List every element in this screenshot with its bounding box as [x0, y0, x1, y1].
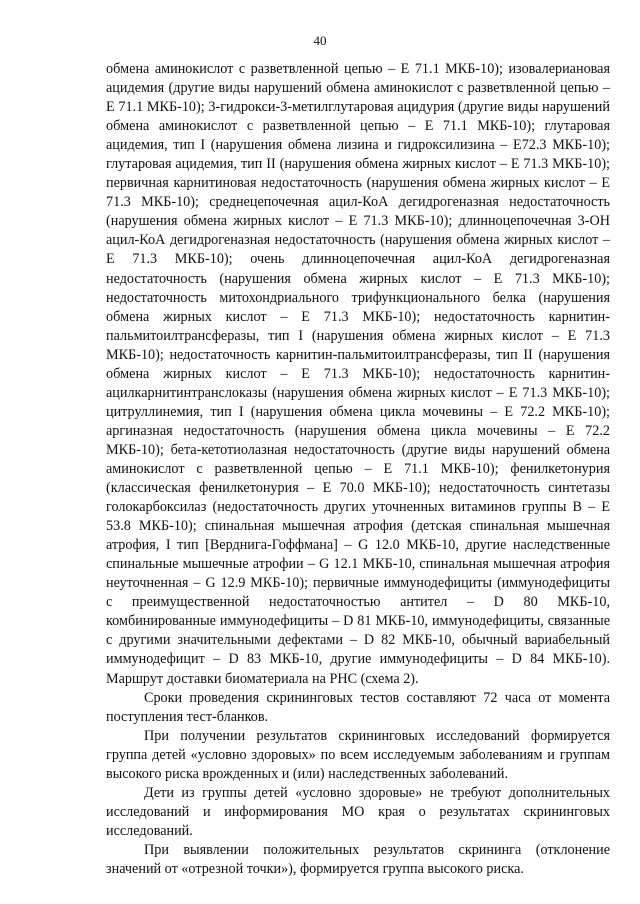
page-body — [106, 60, 610, 879]
paragraph-result-groups: При получении результатов скрининговых исследований формируется группа детей «условно здоровых» по всем исследуемым заболеваниям и группам высокого риска врожденных и (или) наследственных заболеваний. — [106, 727, 610, 782]
page-number: 40 — [313, 33, 327, 48]
paragraph-healthy-group: Дети из группы детей «условно здоровые» не требуют дополнительных исследований и информирования МО края о результатах скрининговых исследований. — [106, 784, 610, 839]
paragraph-high-risk-group: При выявлении положительных результатов скрининга (отклонение значений от «отрезной точки»), формируется группа высокого риска. — [106, 841, 610, 877]
paragraph-screening-timing: Сроки проведения скрининговых тестов составляют 72 часа от момента поступления тест-бланков. — [106, 689, 610, 725]
paragraph-disease-list: обмена аминокислот с разветвленной цепью – Е 71.1 МКБ-10); изовалериановая ацидемия (другие виды нарушений обмена аминокислот с разветвленной цепью – Е 71.1 МКБ-10); 3-гидрокси-3-метилглутаровая ацидурия (другие виды нарушений обмена аминокислот с разветвленной цепью – Е 71.1 МКБ-10); глутаровая ацидемия, тип I (нарушения обмена лизина и гидроксилизина – Е72.3 МКБ-10); глутаровая ацидемия, тип II (нарушения обмена жирных кислот – Е 71.3 МКБ-10); первичная карнитиновая недостаточность (нарушения обмена жирных кислот – Е 71.3 МКБ-10); среднецепочечная ацил-КоА дегидрогеназная недостаточность (нарушения обмена жирных кислот – Е 71.3 МКБ-10); длинноцепочечная 3-ОН ацил-КоА дегидрогеназная недостаточность (нарушения обмена жирных кислот – Е 71.3 МКБ-10); очень длинноцепочечная ацил-КоА дегидрогеназная недостаточность (нарушения обмена жирных кислот – Е 71.3 МКБ-10); недостаточность митохондриального трифункционального белка (нарушения обмена жирных кислот – Е 71.3 МКБ-10); недостаточность карнитин-пальмитоилтрансферазы, тип I (нарушения обмена жирных кислот – Е 71.3 МКБ-10); недостаточность карнитин-пальмитоилтрансферазы, тип II (нарушения обмена жирных кислот – Е 71.3 МКБ-10); недостаточность карнитин-ацилкарнитинтранслоказы (нарушения обмена жирных кислот – Е 71.3 МКБ-10); цитруллинемия, тип I (нарушения обмена цикла мочевины – Е 72.2 МКБ-10); аргиназная недостаточность (нарушения обмена цикла мочевины – Е 72.2 МКБ-10); бета-кетотиолазная недостаточность (другие виды нарушений обмена аминокислот с разветвленной цепью – Е 71.1 МКБ-10); фенилкетонурия (классическая фенилкетонурия – Е 70.0 МКБ-10); недостаточность синтетазы голокарбоксилаз (недостаточность других уточненных витаминов группы В – Е 53.8 МКБ-10); спинальная мышечная атрофия (детская спинальная мышечная атрофия, I тип [Верднига-Гоффмана] – G 12.0 МКБ-10, другие наследственные спинальные мышечные атрофии – G 12.1 МКБ-10, спинальная мышечная атрофия неуточненная – G 12.9 МКБ-10); первичные иммунодефициты (иммунодефициты с преимущественной недостаточностью антител – D 80 МКБ-10, комбинированные иммунодефициты – D 81 МКБ-10, иммунодефициты, связанные с другими значительными дефектами – D 82 МКБ-10, обычный вариабельный иммунодефицит – D 83 МКБ-10, другие иммунодефициты – D 84 МКБ-10). Маршрут доставки биоматериала на РНС (схема 2). — [106, 61, 610, 687]
